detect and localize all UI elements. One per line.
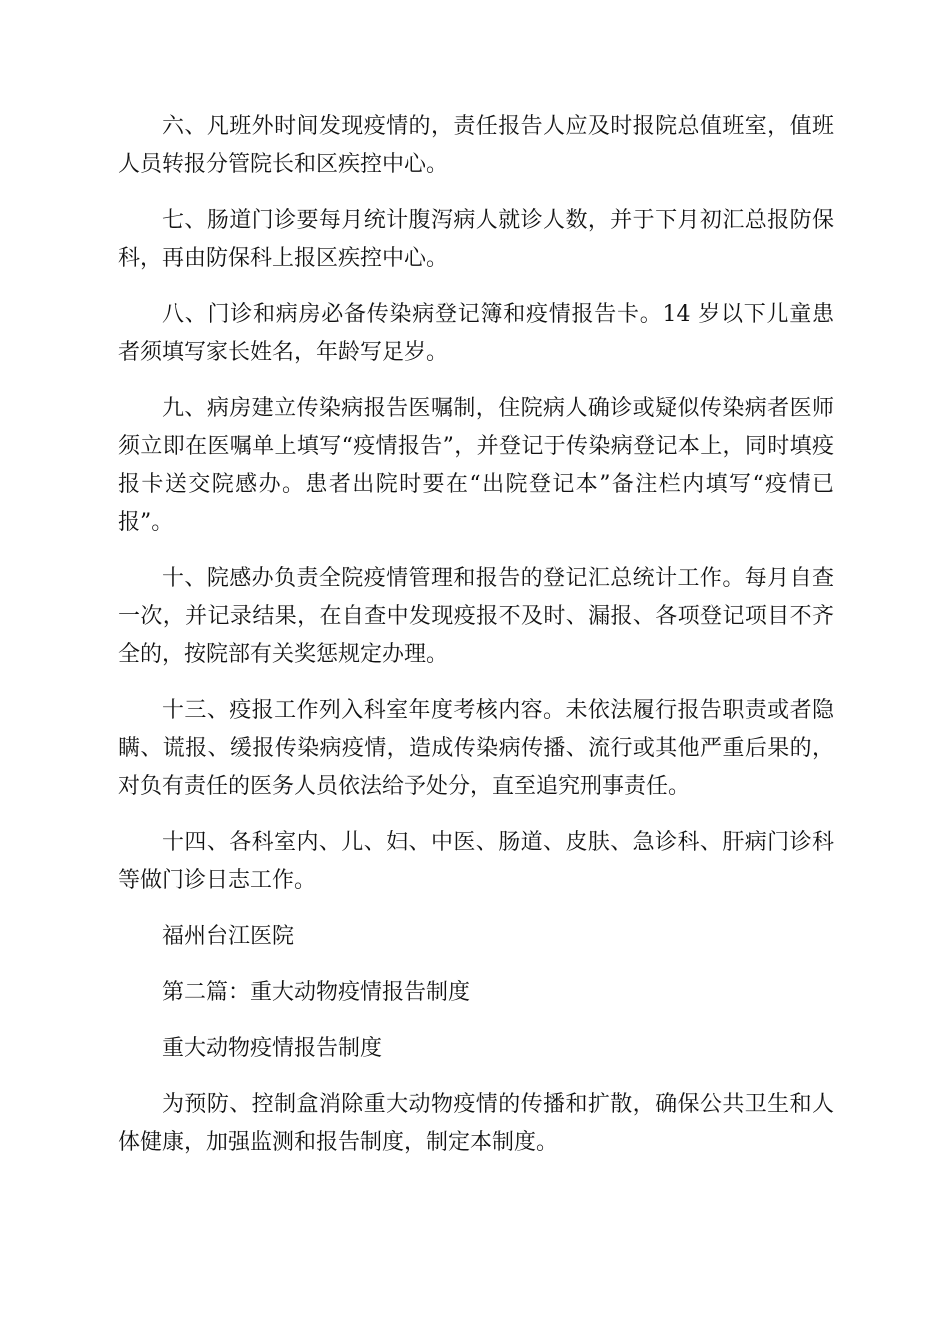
paragraph-item-8: 八、门诊和病房必备传染病登记簿和疫情报告卡。14 岁以下儿童患者须填写家长姓名，年龄写足岁。 (118, 302, 834, 365)
paragraph-item-10: 十、院感办负责全院疫情管理和报告的登记汇总统计工作。每月自查一次，并记录结果，在自查中发现疫报不及时、漏报、各项登记项目不齐全的，按院部有关奖惩规定办理。 (118, 566, 834, 667)
document-page (118, 108, 834, 1180)
paragraph-item-9: 九、病房建立传染病报告医嘱制，住院病人确诊或疑似传染病者医师须立即在医嘱单上填写“疫情报告”，并登记于传染病登记本上，同时填疫报卡送交院感办。患者出院时要在“出院登记本”备注栏内填写“疫情已报”。 (118, 396, 834, 535)
document-title: 重大动物疫情报告制度 (162, 1036, 383, 1061)
section-heading: 第二篇：重大动物疫情报告制度 (162, 980, 471, 1005)
paragraph-item-14: 十四、各科室内、儿、妇、中医、肠道、皮肤、急诊科、肝病门诊科等做门诊日志工作。 (118, 830, 834, 893)
paragraph-item-13: 十三、疫报工作列入科室年度考核内容。未依法履行报告职责或者隐瞒、谎报、缓报传染病疫情，造成传染病传播、流行或其他严重后果的，对负有责任的医务人员依法给予处分，直至追究刑事责任。 (118, 698, 834, 799)
paragraph-item-7: 七、肠道门诊要每月统计腹泻病人就诊人数，并于下月初汇总报防保科，再由防保科上报区疾控中心。 (118, 208, 834, 271)
paragraph-item-6: 六、凡班外时间发现疫情的，责任报告人应及时报院总值班室，值班人员转报分管院长和区疾控中心。 (118, 114, 834, 177)
intro-paragraph: 为预防、控制盒消除重大动物疫情的传播和扩散，确保公共卫生和人体健康，加强监测和报告制度，制定本制度。 (118, 1092, 834, 1155)
hospital-name: 福州台江医院 (162, 924, 295, 949)
